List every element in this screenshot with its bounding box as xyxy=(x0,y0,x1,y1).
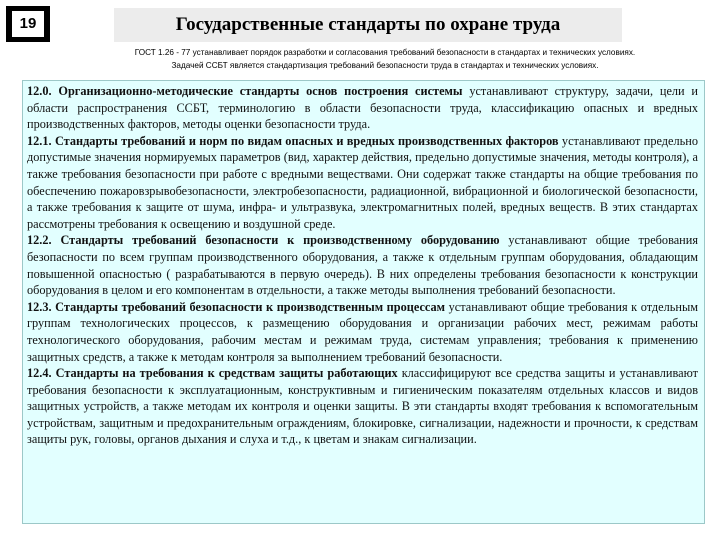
slide-number: 19 xyxy=(12,11,44,37)
section-text: устанавливают структуру, задачи, цели и области распространения ССБТ, терминологию в области безопасности труда, классификацию опасных и вредных производственных факторов, методы оценки безопасности труда. xyxy=(27,84,698,132)
subtitle xyxy=(60,46,710,72)
section-text: классифицируют все средства защиты и устанавливают требования безопасности к эксплуатационным, конструктивным и гигиеническим показателям отдельных классов и видов защитных устройств, а также методам их контроля и оценки защиты. В эти стандарты входят требования к вспомогательным устройствам, защитным и предохранительным ограждениям, блокировке, сигнализации, надежности и прочности, к средствам защиты рук, головы, органов дыхания и слуха и т.д., к цветам и знакам сигнализации. xyxy=(27,366,698,447)
subtitle-line-2: Задачей ССБТ является стандартизация требований безопасности труда в стандартах и технических условиях. xyxy=(171,61,599,70)
section-text: устанавливают предельно допустимые значения нормируемых параметров (вид, характер действия, предельно допустимые значения, методы контроля), а также требования безопасности при работе с вредными веществами. Они содержат также стандарты на общие требования по обеспечению пожаровзрывобезопасности, электробезопасности, радиационной, вибрационной и биологической безопасности, а также требования к защите от шума, инфра- и ультразвука, электромагнитных полей, вредных веществ. В этих стандартах рассмотрены требования к освещению и воздушной среде. xyxy=(27,133,698,231)
section-heading: 12.4. Стандарты на требования к средствам защиты работающих xyxy=(27,366,398,381)
slide-number-box xyxy=(6,6,50,42)
section-heading: 12.1. Стандарты требований и норм по видам опасных и вредных производственных факторов xyxy=(27,133,559,148)
section-12-1 xyxy=(27,133,698,233)
section-text: устанавливают общие требования безопасности по всем группам производственного оборудования, а также к отдельным группам оборудования, обладающим повышенной опасностью ( разрабатываются в первую очередь). В них определены требования безопасности к конструкции оборудования в целом и его компонентам в отдельности, а также методы выполнения требований безопасности. xyxy=(27,233,698,298)
content-panel xyxy=(22,80,705,524)
section-12-3 xyxy=(27,299,698,365)
section-heading: 12.3. Стандарты требований безопасности к производственным процессам xyxy=(27,299,446,314)
section-12-0 xyxy=(27,83,698,133)
section-12-2 xyxy=(27,232,698,298)
page-title: Государственные стандарты по охране труда xyxy=(114,8,622,42)
section-12-4 xyxy=(27,365,698,448)
section-heading: 12.0. Организационно-методические стандарты основ построения системы xyxy=(27,84,463,98)
section-text: устанавливают общие требования к отдельным группам технологических процессов, к размещению оборудования и организации рабочих мест, режимам работы технологического оборудования, рабочим местам и режимам труда, системам управления; требования к применению защитных средств, а также к методам контроля за выполнением требований безопасности. xyxy=(27,299,698,364)
subtitle-line-1: ГОСТ 1.26 - 77 устанавливает порядок разработки и согласования требований безопасности в стандартах и технических условиях. xyxy=(134,48,636,57)
section-heading: 12.2. Стандарты требований безопасности к производственному оборудованию xyxy=(27,233,500,248)
